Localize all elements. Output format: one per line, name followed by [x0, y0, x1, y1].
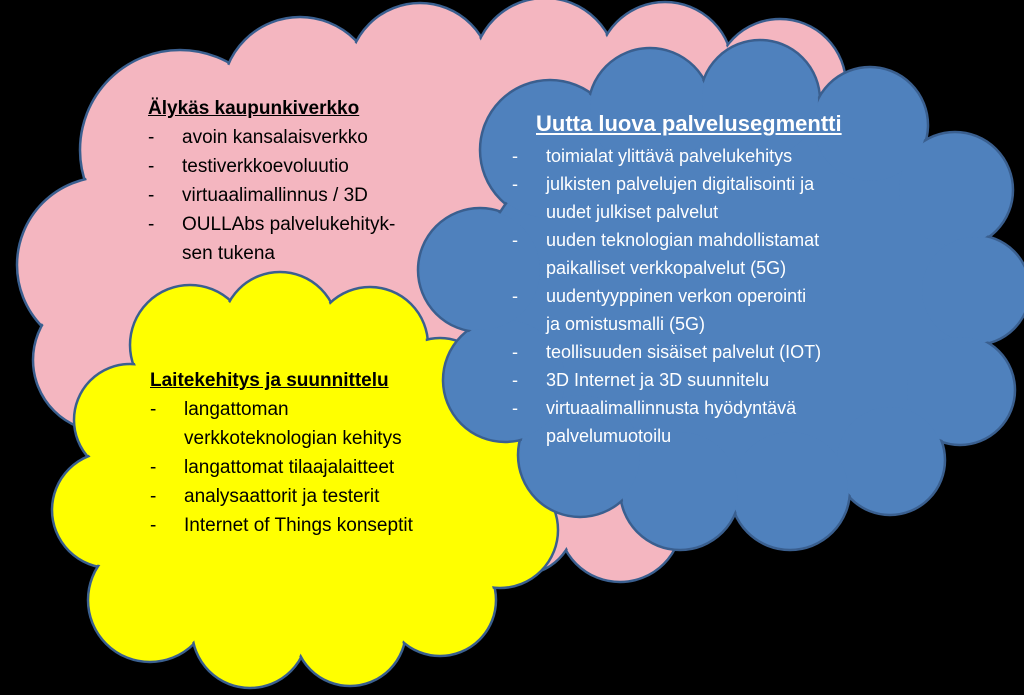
- list-item: - 3D Internet ja 3D suunnitelu: [512, 366, 922, 394]
- list-item: - avoin kansalaisverkko: [148, 123, 448, 152]
- list-item: - analysaattorit ja testerit: [150, 482, 470, 511]
- list-item: - langattoman verkkoteknologian kehitys: [150, 395, 470, 453]
- list-item: - teollisuuden sisäiset palvelut (IOT): [512, 338, 922, 366]
- list-item: - virtuaalimallinnus / 3D: [148, 181, 448, 210]
- list-item: - Internet of Things konseptit: [150, 511, 470, 540]
- device-development-text: [150, 366, 470, 540]
- list-item: - uudentyyppinen verkon operointi ja omistusmalli (5G): [512, 282, 922, 338]
- device-development-list: [150, 395, 470, 540]
- list-item: - OULLAbs palvelukehityk- sen tukena: [148, 210, 448, 268]
- city-network-title: Älykäs kaupunkiverkko: [148, 98, 360, 119]
- city-network-list: [148, 123, 448, 268]
- service-segment-list: [512, 142, 922, 450]
- list-item: - uuden teknologian mahdollistamat paikalliset verkkopalvelut (5G): [512, 226, 922, 282]
- service-segment-text: [512, 108, 922, 450]
- device-development-title: Laitekehitys ja suunnittelu: [150, 370, 389, 391]
- list-item: - langattomat tilaajalaitteet: [150, 453, 470, 482]
- service-segment-title: Uutta luova palvelusegmentti: [536, 111, 842, 136]
- list-item: - virtuaalimallinnusta hyödyntävä palvelumuotoilu: [512, 394, 922, 450]
- list-item: - julkisten palvelujen digitalisointi ja uudet julkiset palvelut: [512, 170, 922, 226]
- list-item: - toimialat ylittävä palvelukehitys: [512, 142, 922, 170]
- list-item: - testiverkkoevoluutio: [148, 152, 448, 181]
- city-network-text: [148, 94, 448, 268]
